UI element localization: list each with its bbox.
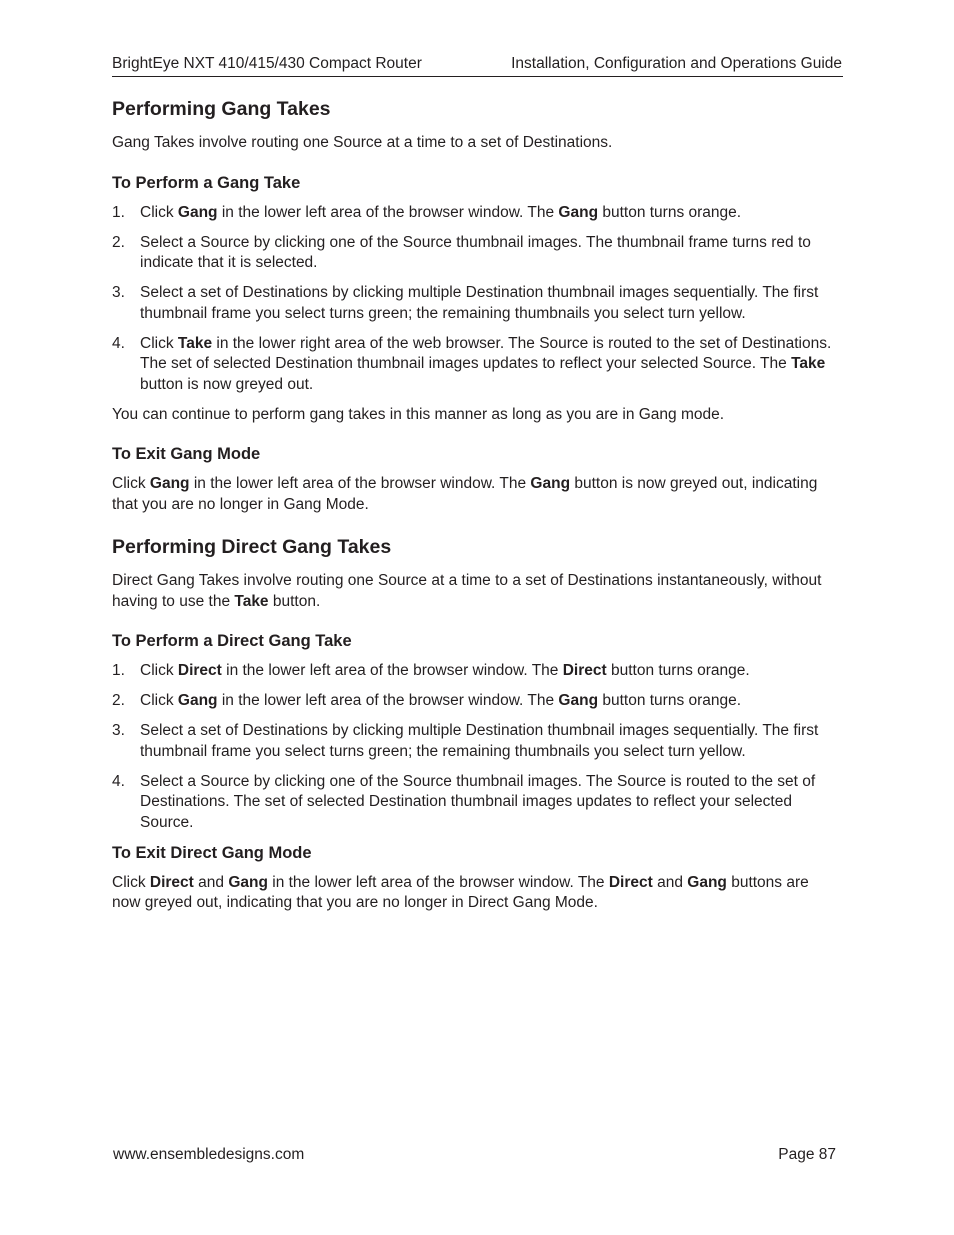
body-keyword: Gang [530, 475, 571, 492]
step-keyword: Gang [558, 692, 599, 709]
step-number: 2. [112, 233, 125, 251]
body-text: button. [268, 592, 321, 610]
body-keyword: Direct [608, 873, 653, 891]
body-keyword: Direct [149, 873, 194, 891]
list-item [112, 691, 836, 712]
step-keyword: Gang [177, 203, 218, 221]
step-text: Click [140, 692, 178, 709]
list-item [112, 203, 836, 224]
section-intro [112, 571, 836, 612]
procedure-note: You can continue to perform gang takes in this manner as long as you are in Gang mode. [112, 405, 725, 423]
list-item [112, 772, 836, 834]
list-item [112, 721, 836, 762]
step-keyword: Take [177, 334, 213, 352]
procedure-title-perform-gang-take: To Perform a Gang Take [112, 173, 301, 192]
step-text: button is now greyed out. [140, 375, 314, 393]
step-keyword: Direct [177, 662, 222, 679]
step-text: in the lower left area of the browser window. The [217, 692, 559, 709]
step-keyword: Take [791, 355, 826, 372]
step-keyword: Direct [562, 662, 607, 679]
procedure-title-exit-gang-mode: To Exit Gang Mode [112, 445, 261, 463]
step-number: 2. [112, 692, 125, 709]
step-text: Click [140, 334, 178, 352]
step-number: 1. [112, 662, 125, 679]
step-keyword: Gang [177, 692, 218, 709]
step-text: button turns orange. [606, 662, 750, 679]
body-keyword: Take [234, 592, 269, 610]
step-text: Select a Source by clicking one of the Source thumbnail images. The thumbnail frame turns red to indicate that it is selected. [140, 233, 811, 271]
step-text: Click [140, 203, 178, 221]
step-number: 4. [112, 772, 125, 790]
list-item [112, 233, 836, 274]
procedure-title-exit-direct-gang-mode: To Exit Direct Gang Mode [112, 843, 312, 862]
step-number: 3. [112, 722, 125, 739]
section-intro: Gang Takes involve routing one Source at a time to a set of Destinations. [112, 134, 613, 151]
step-text: in the lower left area of the browser window. The [221, 662, 563, 679]
body-text: and [652, 873, 688, 891]
section-title-gang-takes: Performing Gang Takes [112, 98, 331, 120]
step-text: Select a set of Destinations by clicking multiple Destination thumbnail images sequentially. The first thumbnail frame you select turns green; the remaining thumbnails you select turn yellow. [140, 722, 819, 760]
steps-list-gang-take [112, 203, 836, 396]
body-keyword: Gang [228, 873, 268, 891]
step-text: button turns orange. [598, 203, 742, 221]
step-keyword: Gang [558, 203, 599, 221]
page-number: Page 87 [778, 1146, 836, 1163]
header-product-title: BrightEye NXT 410/415/430 Compact Router [112, 55, 422, 72]
list-item [112, 661, 836, 682]
body-text: Click [112, 873, 150, 891]
procedure-body-exit-gang-mode [112, 474, 836, 515]
list-item [112, 283, 836, 324]
body-keyword: Gang [687, 873, 727, 891]
step-text: in the lower left area of the browser window. The [217, 203, 559, 221]
step-number: 4. [112, 334, 125, 352]
page-content [112, 96, 836, 933]
step-number: 1. [112, 203, 125, 221]
steps-list-direct-gang-take [112, 661, 836, 833]
step-number: 3. [112, 284, 125, 301]
step-text: in the lower right area of the web browser. The Source is routed to the set of Destinations. The set of selected Destination thumbnail images updates to reflect your selected Source. The [140, 334, 832, 372]
procedure-title-perform-direct-gang-take: To Perform a Direct Gang Take [112, 632, 352, 650]
step-text: Select a set of Destinations by clicking multiple Destination thumbnail images sequentially. The first thumbnail frame you select turns green; the remaining thumbnails you select turn yellow. [140, 284, 819, 322]
list-item [112, 334, 836, 396]
body-text: Click [112, 475, 150, 492]
section-title-direct-gang-takes: Performing Direct Gang Takes [112, 536, 392, 558]
body-text: in the lower left area of the browser window. The [189, 475, 531, 492]
step-text: button turns orange. [598, 692, 742, 709]
body-text: in the lower left area of the browser window. The [267, 873, 609, 891]
step-text: Select a Source by clicking one of the Source thumbnail images. The Source is routed to the set of Destinations. The set of selected Destination thumbnail images updates to reflect your selected Source. [140, 772, 816, 831]
body-text: button is now greyed out, indicating that you are no longer in Gang Mode. [112, 475, 818, 513]
footer-website: www.ensembledesigns.com [113, 1146, 305, 1163]
page-header [112, 54, 843, 77]
body-text: and [193, 873, 229, 891]
body-text: Direct Gang Takes involve routing one Source at a time to a set of Destinations instantaneously, without having to use the [112, 572, 822, 610]
body-keyword: Gang [149, 475, 190, 492]
procedure-body-exit-direct-gang-mode [112, 873, 836, 914]
step-text: Click [140, 662, 178, 679]
body-text: buttons are now greyed out, indicating that you are no longer in Direct Gang Mode. [112, 873, 809, 911]
header-guide-title: Installation, Configuration and Operations Guide [511, 55, 842, 72]
